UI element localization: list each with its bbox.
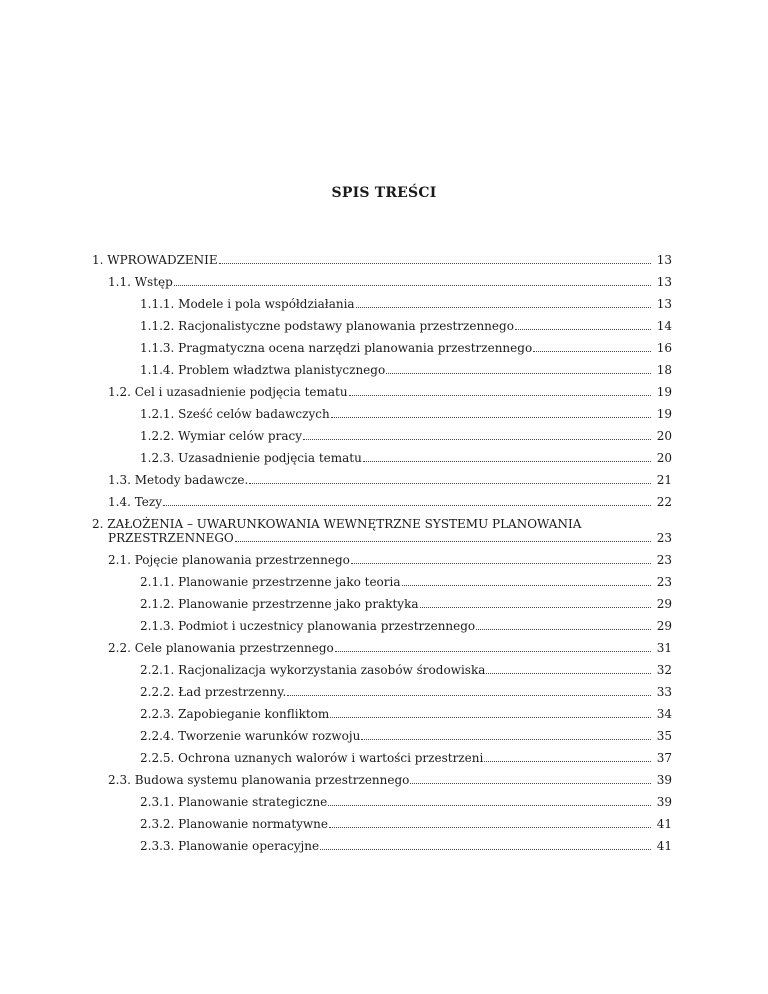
toc-entry[interactable] bbox=[92, 385, 672, 399]
toc-entry-title-line2: PRZESTRZENNEGO bbox=[108, 531, 234, 545]
toc-entry-title: 2.2.3. Zapobieganie konfliktom bbox=[140, 707, 330, 721]
toc-entry-page: 20 bbox=[656, 451, 672, 465]
toc-entry-title: 1.1.4. Problem władztwa planistycznego bbox=[140, 363, 386, 377]
dot-leader bbox=[386, 373, 651, 374]
dot-leader bbox=[361, 739, 651, 740]
toc-entry-page: 14 bbox=[656, 319, 672, 333]
toc-entry-title: 1. WPROWADZENIE bbox=[92, 253, 218, 267]
toc-entry-page: 41 bbox=[656, 839, 672, 853]
toc-entry[interactable] bbox=[92, 429, 672, 443]
toc-entry-page: 37 bbox=[656, 751, 672, 765]
toc-entry-page: 21 bbox=[656, 473, 672, 487]
toc-entry[interactable] bbox=[92, 319, 672, 333]
toc-entry[interactable] bbox=[92, 451, 672, 465]
dot-leader bbox=[328, 805, 651, 806]
toc-entry-page: 16 bbox=[656, 341, 672, 355]
toc-entry[interactable] bbox=[92, 297, 672, 311]
dot-leader bbox=[363, 461, 651, 462]
toc-entry-title: 2.3.3. Planowanie operacyjne bbox=[140, 839, 320, 853]
toc-entry-title: 2.1.1. Planowanie przestrzenne jako teoria bbox=[140, 575, 401, 589]
toc-entry[interactable] bbox=[92, 773, 672, 787]
toc-entry-page: 20 bbox=[656, 429, 672, 443]
toc-entry-multiline[interactable] bbox=[92, 517, 672, 545]
toc-entry[interactable] bbox=[92, 707, 672, 721]
toc-entry-page: 22 bbox=[656, 495, 672, 509]
table-of-contents bbox=[92, 253, 672, 853]
toc-entry-title-line1: 2. ZAŁOŻENIA – UWARUNKOWANIA WEWNĘTRZNE SYSTEMU PLANOWANIA bbox=[92, 517, 582, 531]
dot-leader bbox=[515, 329, 651, 330]
toc-entry[interactable] bbox=[92, 473, 672, 487]
toc-entry-title: 2.1.3. Podmiot i uczestnicy planowania przestrzennego bbox=[140, 619, 476, 633]
toc-entry[interactable] bbox=[92, 817, 672, 831]
dot-leader bbox=[329, 827, 651, 828]
page-title: SPIS TREŚCI bbox=[331, 185, 437, 201]
dot-leader bbox=[356, 307, 651, 308]
toc-entry-page: 23 bbox=[656, 531, 672, 545]
toc-entry-page: 29 bbox=[656, 619, 672, 633]
toc-entry-title: 2.2.4. Tworzenie warunków rozwoju bbox=[140, 729, 361, 743]
toc-entry-title: 1.1.1. Modele i pola współdziałania bbox=[140, 297, 355, 311]
toc-entry[interactable] bbox=[92, 553, 672, 567]
toc-entry-page: 23 bbox=[656, 575, 672, 589]
dot-leader bbox=[249, 483, 651, 484]
toc-entry-title: 2.2.2. Ład przestrzenny. bbox=[140, 685, 287, 699]
dot-leader bbox=[335, 651, 651, 652]
dot-leader bbox=[219, 263, 651, 264]
toc-entry-page: 39 bbox=[656, 795, 672, 809]
toc-entry[interactable] bbox=[92, 663, 672, 677]
toc-entry-page: 23 bbox=[656, 553, 672, 567]
toc-entry-title: 2.3.2. Planowanie normatywne bbox=[140, 817, 329, 831]
toc-entry-page: 33 bbox=[656, 685, 672, 699]
dot-leader bbox=[174, 285, 651, 286]
toc-entry-page: 13 bbox=[656, 297, 672, 311]
dot-leader bbox=[349, 395, 651, 396]
toc-entry[interactable] bbox=[92, 495, 672, 509]
toc-entry[interactable] bbox=[92, 575, 672, 589]
toc-entry-title: 1.2.2. Wymiar celów pracy bbox=[140, 429, 302, 443]
toc-entry[interactable] bbox=[92, 729, 672, 743]
toc-entry-title: 1.4. Tezy bbox=[108, 495, 162, 509]
toc-entry[interactable] bbox=[92, 407, 672, 421]
toc-entry[interactable] bbox=[92, 253, 672, 267]
dot-leader bbox=[320, 849, 651, 850]
dot-leader bbox=[533, 351, 651, 352]
toc-entry-page: 13 bbox=[656, 275, 672, 289]
toc-entry-title: 1.1.2. Racjonalistyczne podstawy planowania przestrzennego bbox=[140, 319, 514, 333]
toc-entry[interactable] bbox=[92, 839, 672, 853]
toc-entry[interactable] bbox=[92, 363, 672, 377]
toc-entry[interactable] bbox=[92, 641, 672, 655]
toc-entry-page: 13 bbox=[656, 253, 672, 267]
dot-leader bbox=[330, 717, 651, 718]
dot-leader bbox=[420, 607, 651, 608]
toc-entry-title: 2.1. Pojęcie planowania przestrzennego bbox=[108, 553, 350, 567]
dot-leader bbox=[235, 541, 651, 542]
toc-entry-title: 2.1.2. Planowanie przestrzenne jako praktyka bbox=[140, 597, 419, 611]
dot-leader bbox=[484, 761, 651, 762]
toc-entry-page: 31 bbox=[656, 641, 672, 655]
toc-entry-title: 2.3.1. Planowanie strategiczne bbox=[140, 795, 328, 809]
dot-leader bbox=[287, 695, 651, 696]
dot-leader bbox=[331, 417, 651, 418]
toc-entry-title: 2.3. Budowa systemu planowania przestrzennego bbox=[108, 773, 410, 787]
toc-entry-page: 32 bbox=[656, 663, 672, 677]
toc-entry-title: 1.3. Metody badawcze. bbox=[108, 473, 249, 487]
toc-entry[interactable] bbox=[92, 341, 672, 355]
toc-entry-title: 2.2.5. Ochrona uznanych walorów i wartości przestrzeni bbox=[140, 751, 484, 765]
dot-leader bbox=[163, 505, 651, 506]
dot-leader bbox=[476, 629, 651, 630]
toc-entry-page: 39 bbox=[656, 773, 672, 787]
toc-entry-title: 1.2.1. Sześć celów badawczych bbox=[140, 407, 330, 421]
dot-leader bbox=[402, 585, 651, 586]
dot-leader bbox=[410, 783, 651, 784]
toc-entry-page: 19 bbox=[656, 407, 672, 421]
toc-entry-page: 41 bbox=[656, 817, 672, 831]
toc-entry-title: 1.1.3. Pragmatyczna ocena narzędzi planowania przestrzennego bbox=[140, 341, 533, 355]
toc-entry[interactable] bbox=[92, 619, 672, 633]
dot-leader bbox=[303, 439, 651, 440]
toc-entry-page: 35 bbox=[656, 729, 672, 743]
toc-entry-page: 18 bbox=[656, 363, 672, 377]
toc-entry-page: 29 bbox=[656, 597, 672, 611]
toc-entry-title: 1.1. Wstęp bbox=[108, 275, 173, 289]
toc-entry-title: 1.2. Cel i uzasadnienie podjęcia tematu bbox=[108, 385, 348, 399]
toc-entry-title: 2.2. Cele planowania przestrzennego bbox=[108, 641, 334, 655]
toc-entry[interactable] bbox=[92, 795, 672, 809]
dot-leader bbox=[351, 563, 651, 564]
toc-entry[interactable] bbox=[92, 275, 672, 289]
toc-entry-title: 1.2.3. Uzasadnienie podjęcia tematu bbox=[140, 451, 362, 465]
toc-entry[interactable] bbox=[92, 751, 672, 765]
toc-entry-title: 2.2.1. Racjonalizacja wykorzystania zasobów środowiska bbox=[140, 663, 486, 677]
toc-entry-page: 19 bbox=[656, 385, 672, 399]
dot-leader bbox=[486, 673, 651, 674]
toc-entry-page: 34 bbox=[656, 707, 672, 721]
toc-entry[interactable] bbox=[92, 597, 672, 611]
toc-entry[interactable] bbox=[92, 685, 672, 699]
